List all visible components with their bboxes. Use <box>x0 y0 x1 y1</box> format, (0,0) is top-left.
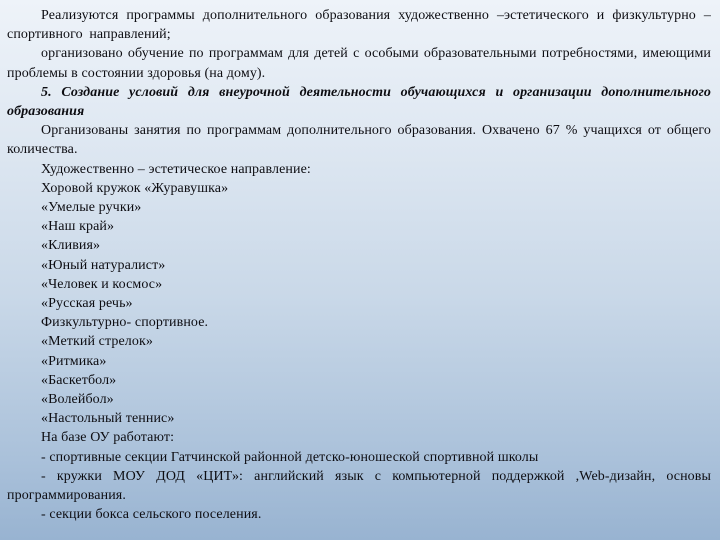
art-club-item: «Юный натуралист» <box>41 257 166 273</box>
paragraph-programs: Реализуются программы дополнительного образования художественно –эстетического и физкультурно –спортивного направлений; <box>7 8 711 43</box>
document-page <box>7 6 711 524</box>
sport-direction-heading: Физкультурно- спортивное. <box>41 315 209 331</box>
base-item-cit-clubs: - кружки МОУ ДОД «ЦИТ»: английский язык с компьютерной поддержкой ,Web-дизайн, основы программирования. <box>7 468 711 504</box>
base-item-sports-school: - спортивные секции Гатчинской районной детско-юношеской спортивной школы <box>41 449 539 465</box>
base-item-boxing: - секции бокса сельского поселения. <box>41 507 262 523</box>
paragraph-coverage: Организованы занятия по программам дополнительного образования. Охвачено 67 % учащихся от общего количества. <box>7 123 711 158</box>
sport-club-item: «Баскетбол» <box>41 372 117 388</box>
art-club-item: Хоровой кружок «Журавушка» <box>41 180 229 196</box>
art-club-item: «Наш край» <box>41 219 115 235</box>
art-direction-heading: Художественно – эстетическое направление: <box>41 161 311 177</box>
art-club-item: «Русская речь» <box>41 296 133 312</box>
paragraph-special-needs: организовано обучение по программам для детей с особыми образовательными потребностями, имеющими проблемы в состоянии здоровья (на дому). <box>7 46 711 81</box>
sport-club-item: «Настольный теннис» <box>41 411 175 427</box>
sport-club-item: «Волейбол» <box>41 392 114 408</box>
sport-club-item: «Ритмика» <box>41 353 107 369</box>
art-club-item: «Кливия» <box>41 238 101 254</box>
art-club-item: «Человек и космос» <box>41 276 163 292</box>
base-heading: На базе ОУ работают: <box>41 430 175 446</box>
sport-club-item: «Меткий стрелок» <box>41 334 153 350</box>
art-club-item: «Умелые ручки» <box>41 200 142 216</box>
section-heading-extracurricular: 5. Создание условий для внеурочной деятельности обучающихся и организации дополнительного образования <box>7 84 711 120</box>
